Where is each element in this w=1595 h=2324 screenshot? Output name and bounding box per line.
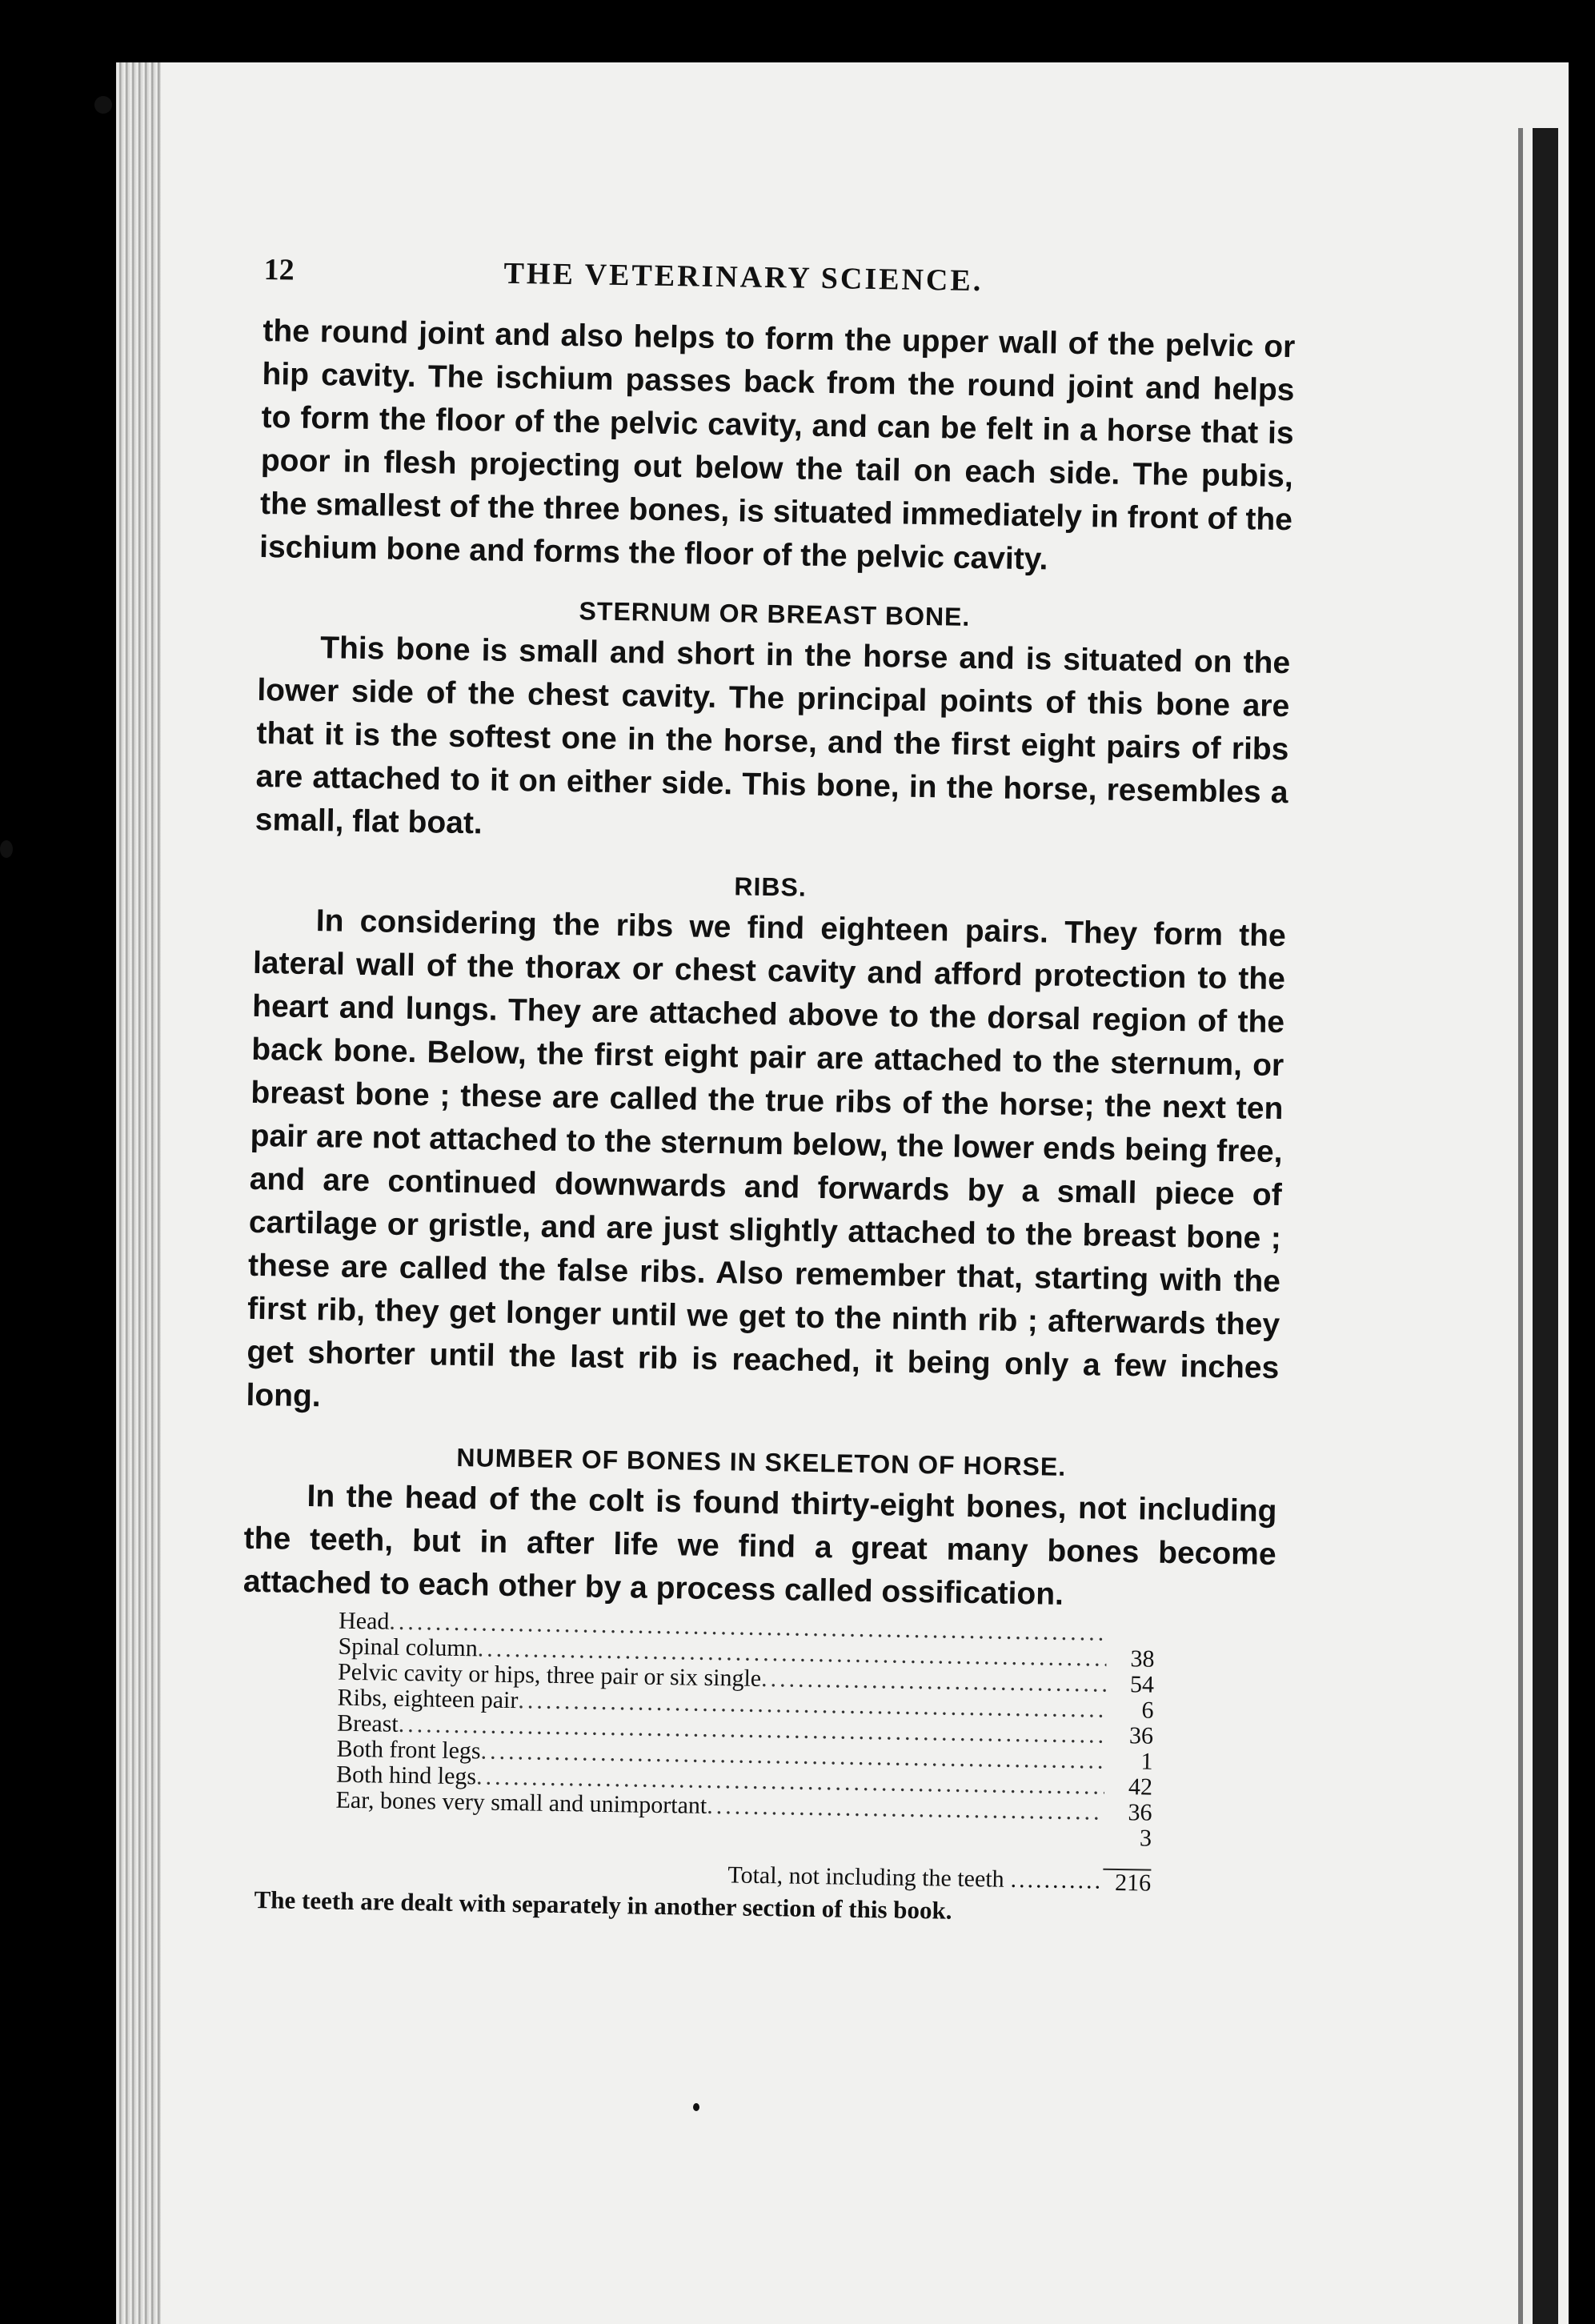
- row-label: Breast: [336, 1709, 399, 1737]
- section-heading-bone-count: NUMBER OF BONES IN SKELETON OF HORSE.: [456, 1442, 1067, 1481]
- section-heading-sternum: STERNUM OR BREAST BONE.: [579, 596, 971, 631]
- ink-spot: [693, 2103, 699, 2111]
- running-title: THE VETERINARY SCIENCE.: [503, 256, 984, 299]
- row-value: 54: [1129, 1671, 1155, 1698]
- row-value: 3: [1139, 1825, 1152, 1852]
- page-shadow-line: [1518, 128, 1523, 2324]
- footnote: The teeth are dealt with separately in another section of this book.: [254, 1885, 952, 1925]
- section-paragraph-bone-count: In the head of the colt is found thirty-eight bones, not including the teeth, but in after life we find a great many bones become attached to each other by a process called ossification.: [242, 1479, 1277, 1612]
- row-value: 42: [1128, 1773, 1153, 1801]
- row-label: Head: [338, 1607, 390, 1635]
- total-label: Total, not including the teeth: [727, 1861, 1004, 1893]
- row-value: 38: [1130, 1645, 1155, 1673]
- right-page-edge: [1533, 128, 1558, 2324]
- bone-count-table: [335, 1609, 1155, 1897]
- total-value: 216: [1103, 1869, 1152, 1897]
- row-label: Pelvic cavity or hips, three pair or six single: [337, 1658, 762, 1692]
- page-text-block: [238, 252, 1296, 1930]
- row-value: 6: [1141, 1697, 1154, 1724]
- row-label: Ribs, eighteen pair: [337, 1684, 519, 1714]
- page-binding-edge: [116, 62, 161, 2324]
- row-label: Both front legs: [336, 1735, 481, 1765]
- section-paragraph-sternum: This bone is small and short in the horse and is situated on the lower side of the chest cavity. The principal points of this bone are that it is the softest one in the horse, and the first eight pairs of ribs are attached to it on either side. This bone, in the horse, resembles a small, flat boat.: [254, 631, 1291, 841]
- row-label: Spinal column: [338, 1633, 479, 1662]
- row-value: 1: [1140, 1748, 1153, 1775]
- ink-spot: [0, 840, 13, 858]
- ink-spot: [94, 96, 112, 114]
- leader-dots: ...........: [1010, 1865, 1104, 1894]
- row-label: Both hind legs: [335, 1761, 477, 1790]
- section-paragraph-ribs: In considering the ribs we find eighteen pairs. They form the lateral wall of the thorax or chest cavity and afford protection to the heart and lungs. They are attached above to the dorsal region of the back bone. Below, the first eight pair are attached to the sternum, or breast bone ; these are called the true ribs of the horse; the next ten pair are not attached to the sternum below, the lower ends being free, and are continued downwards and forwards by a small piece of cartilage or gristle, and are just slightly attached to the breast bone ; these are called the false ribs. Also remember that, starting with the first rib, they get longer until we get to the ninth rib ; afterwards they get shorter until the last rib is reached, it being only a few inches long.: [246, 904, 1287, 1414]
- row-value: 36: [1128, 1722, 1154, 1749]
- row-label: Ear, bones very small and unimportant: [335, 1786, 707, 1819]
- row-value: 36: [1128, 1799, 1152, 1826]
- section-heading-ribs: RIBS.: [734, 872, 808, 902]
- intro-paragraph: the round joint and also helps to form the upper wall of the pelvic or hip cavity. The ischium passes back from the round joint and helps to form the floor of the pelvic cavity, and can be felt in a horse that is poor in flesh projecting out below the tail on each side. The pubis, the smallest of the three bones, is situated immediately in front of the ischium bone and forms the floor of the pelvic cavity.: [258, 313, 1296, 577]
- page-number: 12: [263, 252, 295, 287]
